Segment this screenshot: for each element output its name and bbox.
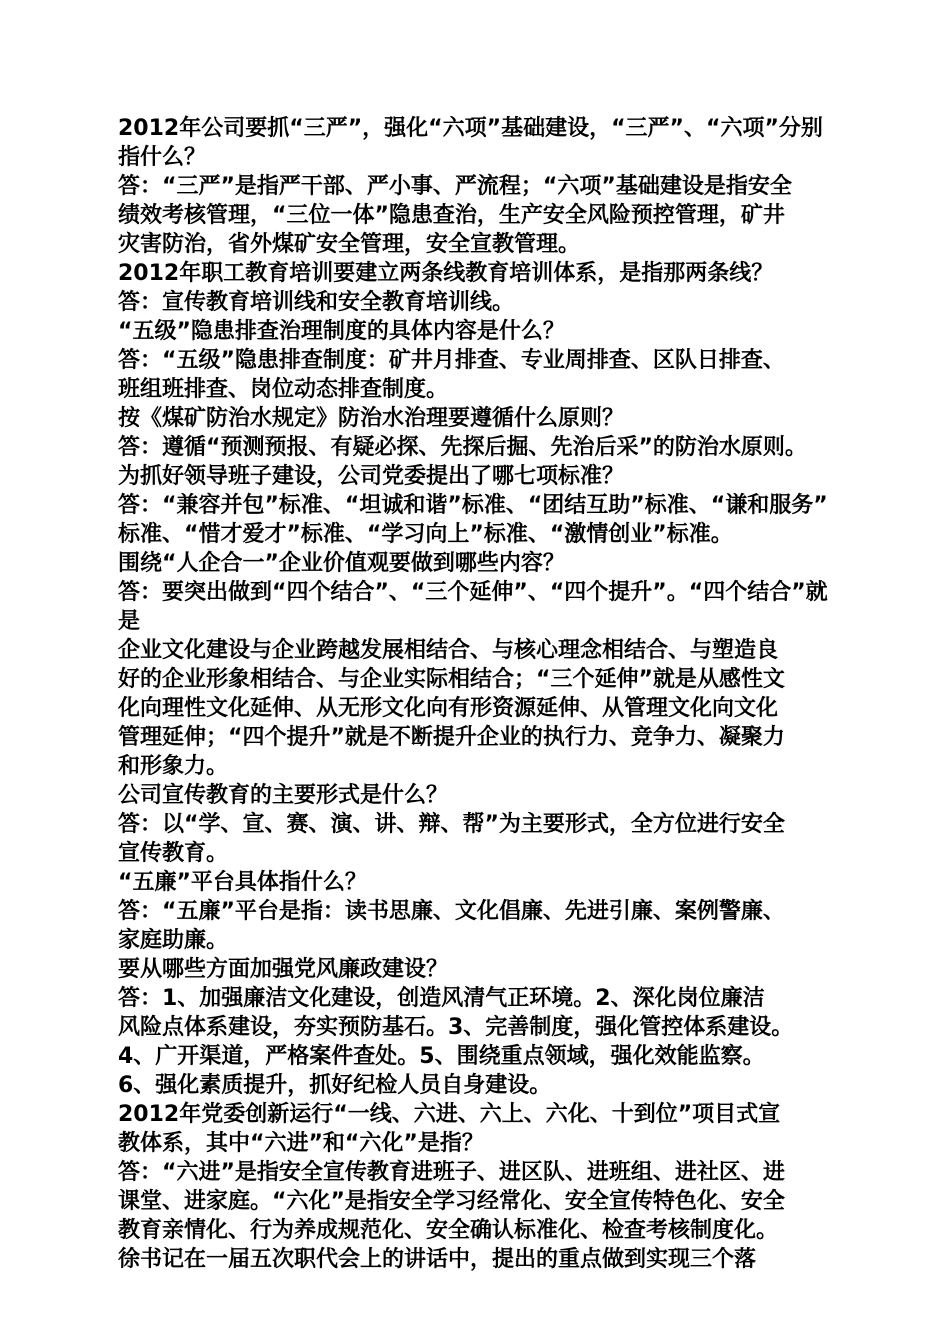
text-line: 教体系，其中“六进”和“六化”是指？: [118, 1131, 484, 1156]
text-line: 4、广开渠道，严格案件查处。5、围绕重点领域，强化效能监察。: [118, 1044, 765, 1069]
text-line: 绩效考核管理，“三位一体”隐患查治，生产安全风险预控管理，矿井: [118, 203, 785, 228]
text-line: 课堂、进家庭。“六化”是指安全学习经常化、安全宣传特色化、安全: [118, 1189, 785, 1214]
text-line: 企业文化建设与企业跨越发展相结合、与核心理念相结合、与塑造良: [118, 638, 779, 663]
text-line: 是: [118, 609, 141, 634]
text-line: 2012年党委创新运行“一线、六进、六上、六化、十到位”项目式宣: [118, 1102, 781, 1127]
text-line: 答：遵循“预测预报、有疑必探、先探后掘、先治后采”的防治水原则。: [118, 435, 807, 460]
text-line: 按《煤矿防治水规定》防治水治理要遵循什么原则？: [118, 406, 625, 431]
text-line: 答：要突出做到“四个结合”、“三个延伸”、“四个提升”。“四个结合”就: [118, 580, 828, 605]
text-line: 和形象力。: [118, 754, 229, 779]
text-line: 2012年职工教育培训要建立两条线教育培训体系，是指那两条线？: [118, 261, 774, 286]
text-line: 答：以“学、宣、赛、演、讲、辩、帮”为主要形式，全方位进行安全: [118, 812, 785, 837]
text-line: 答：“三严”是指严干部、严小事、严流程；“六项”基础建设是指安全: [118, 174, 792, 199]
text-line: 答：“五级”隐患排查制度：矿井月排查、专业周排查、区队日排查、: [118, 348, 785, 373]
text-line: 要从哪些方面加强党风廉政建设？: [118, 957, 449, 982]
text-line: 管理延伸；“四个提升”就是不断提升企业的执行力、竞争力、凝聚力: [118, 725, 785, 750]
text-line: 2012年公司要抓“三严”，强化“六项”基础建设，“三严”、“六项”分别: [118, 116, 823, 141]
text-line: 教育亲情化、行为养成规范化、安全确认标准化、检查考核制度化。: [118, 1218, 779, 1243]
text-line: 灾害防治，省外煤矿安全管理，安全宣教管理。: [118, 232, 581, 257]
text-line: 答：“五廉”平台是指：读书思廉、文化倡廉、先进引廉、案例警廉、: [118, 899, 785, 924]
text-line: 标准、“惜才爱才”标准、“学习向上”标准、“激情创业”标准。: [118, 522, 733, 547]
text-line: “五廉”平台具体指什么？: [118, 870, 367, 895]
text-line: 6、强化素质提升，抓好纪检人员自身建设。: [118, 1073, 552, 1098]
text-line: 围绕“人企合一”企业价值观要做到哪些内容？: [118, 551, 565, 576]
text-line: 风险点体系建设，夯实预防基石。3、完善制度，强化管控体系建设。: [118, 1015, 794, 1040]
text-line: 化向理性文化延伸、从无形文化向有形资源延伸、从管理文化向文化: [118, 696, 779, 721]
text-line: 答：宣传教育培训线和安全教育培训线。: [118, 290, 515, 315]
text-line: 宣传教育。: [118, 841, 229, 866]
text-line: 班组班排查、岗位动态排查制度。: [118, 377, 449, 402]
text-line: 家庭助廉。: [118, 928, 229, 953]
text-line: 答：1、加强廉洁文化建设，创造风清气正环境。2、深化岗位廉洁: [118, 986, 765, 1011]
document-body: [118, 114, 838, 1274]
text-line: “五级”隐患排查治理制度的具体内容是什么？: [118, 319, 565, 344]
text-line: 答：“兼容并包”标准、“坦诚和谐”标准、“团结互助”标准、“谦和服务”: [118, 493, 828, 518]
text-line: 为抓好领导班子建设，公司党委提出了哪七项标准？: [118, 464, 625, 489]
text-line: 指什么？: [118, 145, 207, 170]
text-line: 徐书记在一届五次职代会上的讲话中，提出的重点做到实现三个落: [118, 1247, 757, 1272]
text-line: 公司宣传教育的主要形式是什么？: [118, 783, 449, 808]
text-line: 好的企业形象相结合、与企业实际相结合；“三个延伸”就是从感性文: [118, 667, 785, 692]
text-line: 答：“六进”是指安全宣传教育进班子、进区队、进班组、进社区、进: [118, 1160, 785, 1185]
